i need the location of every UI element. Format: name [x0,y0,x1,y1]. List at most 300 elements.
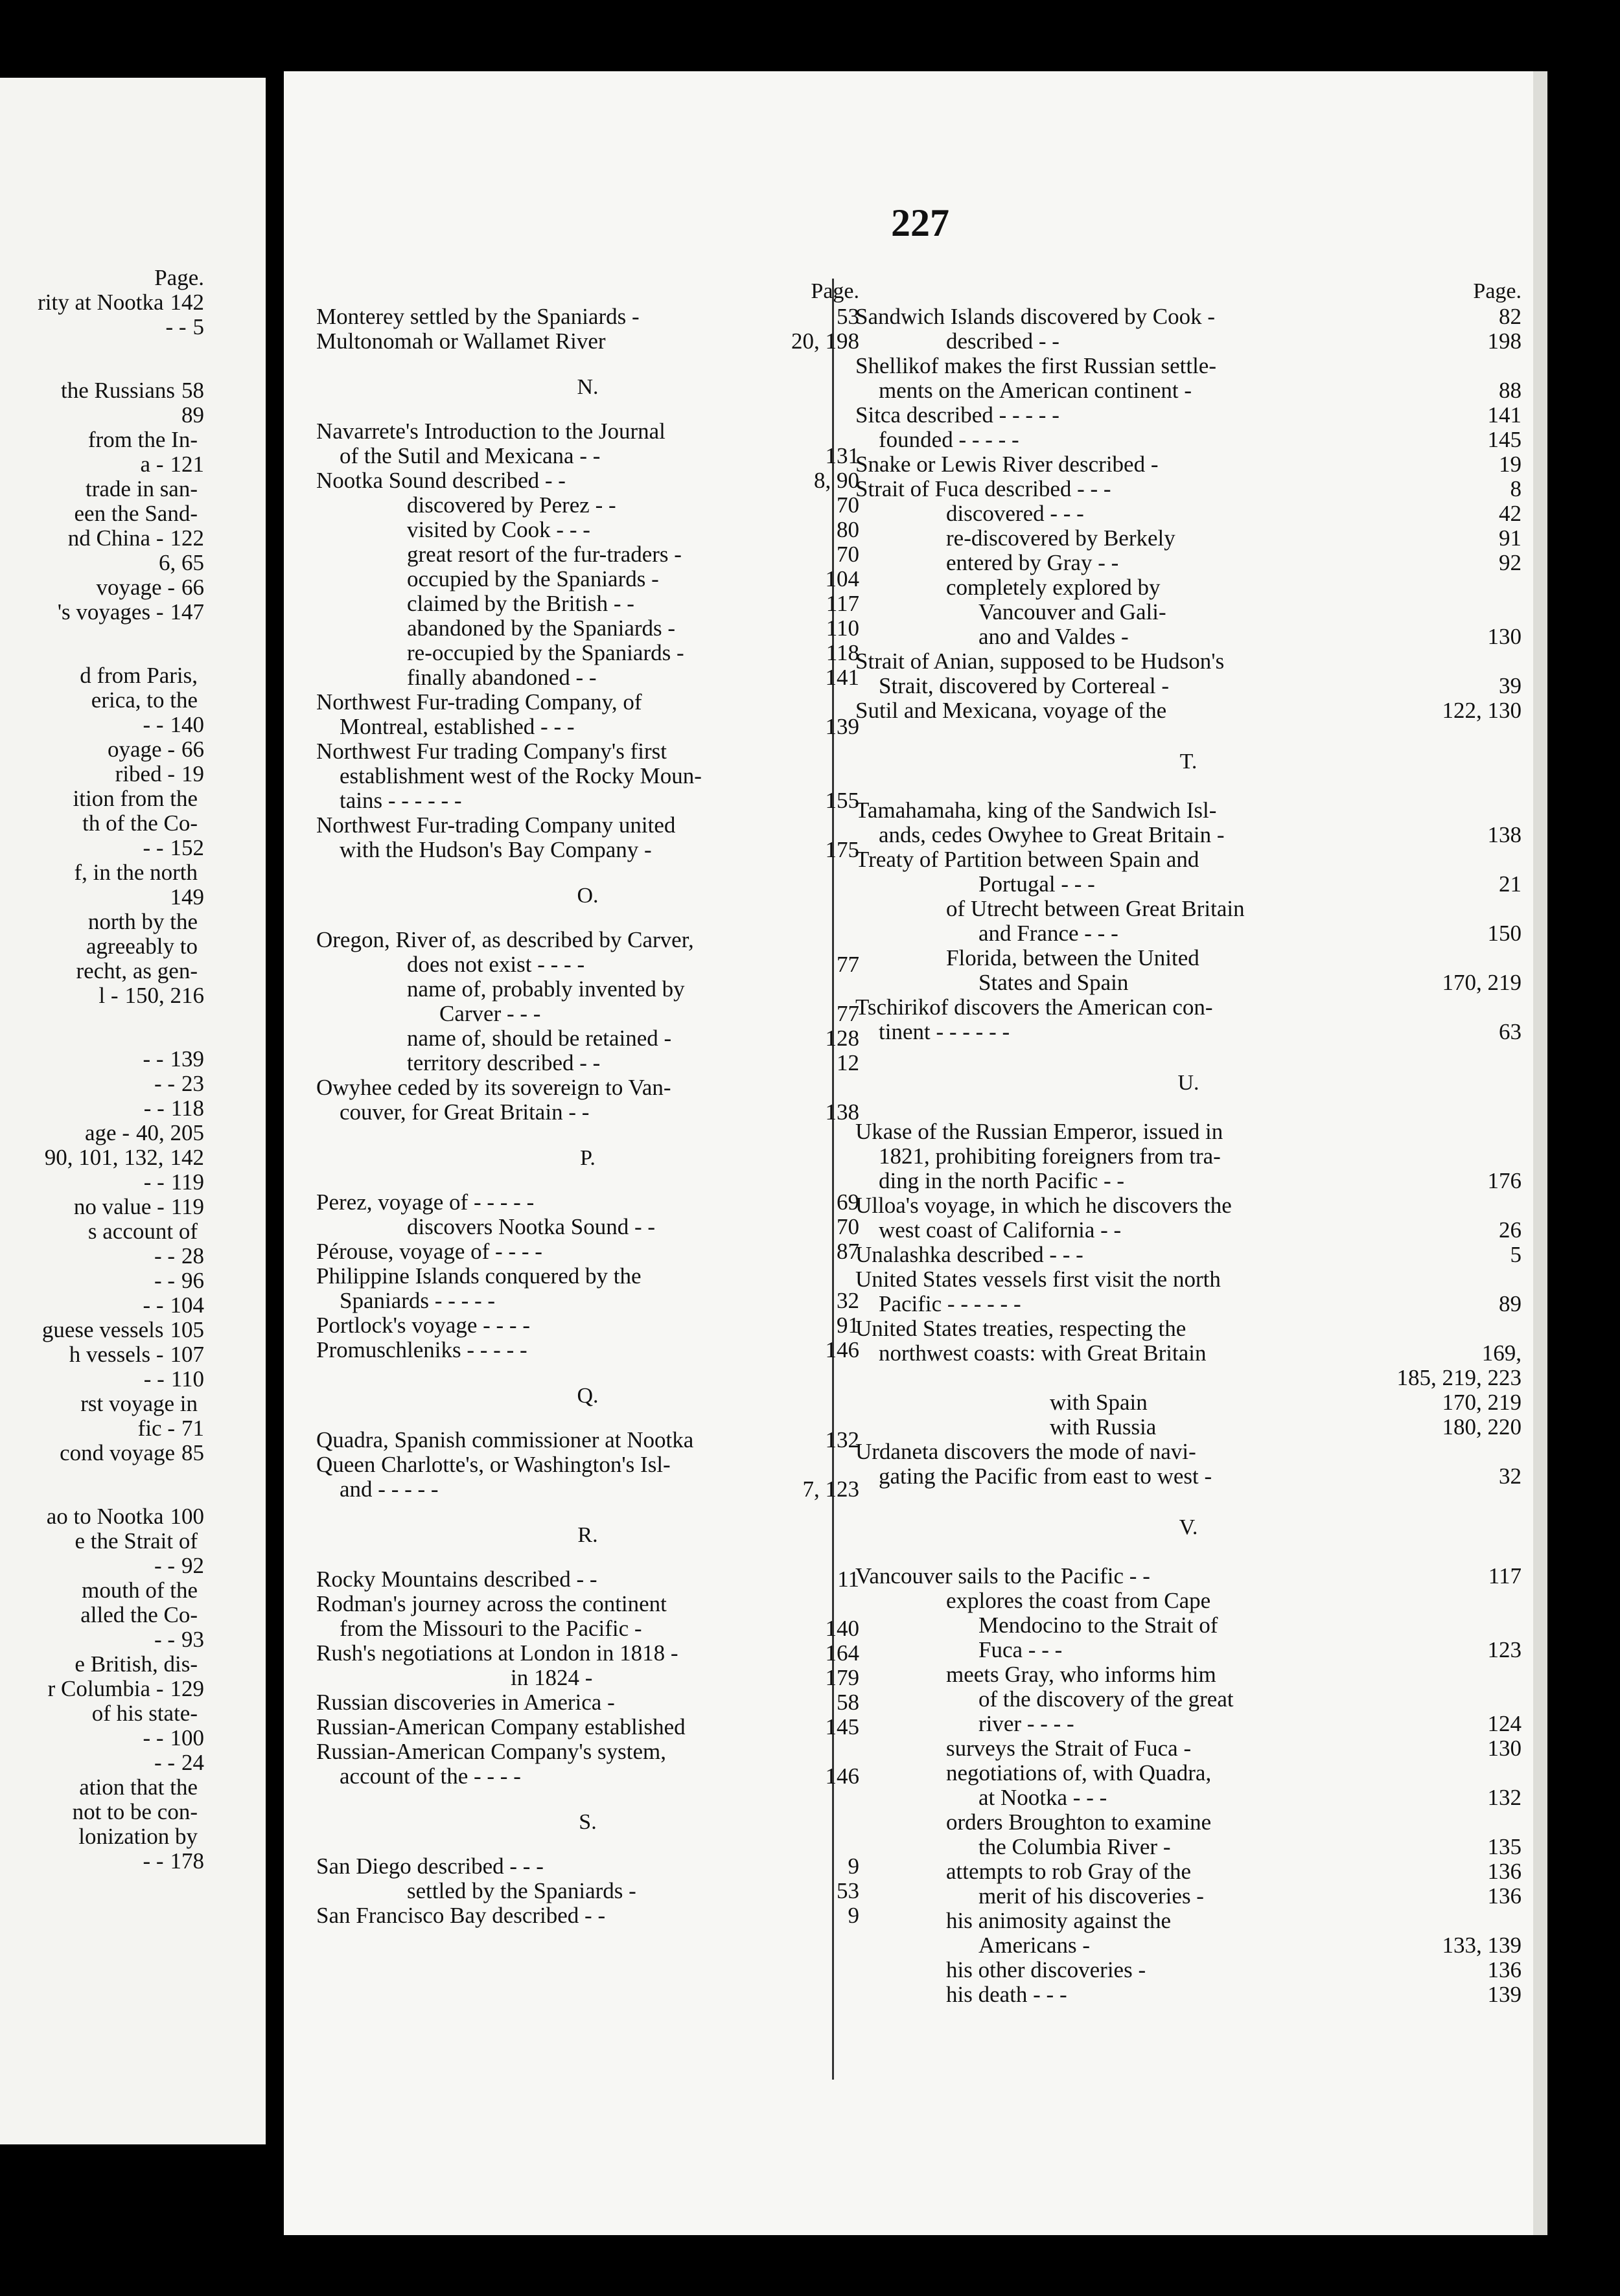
entry-page-ref: 128 [825,1026,859,1051]
entry-text: the Columbia River - [978,1834,1171,1859]
entry-page-ref: 139 [1487,1982,1522,2007]
entry-page-ref: 82 [1499,304,1522,329]
fragment-text: r Columbia - [47,1676,164,1701]
index-entry [855,1390,1522,1415]
entry-page-ref: 32 [1499,1464,1522,1489]
entry-page-ref: 146 [825,1763,859,1789]
entry-text: tains - - - - - - [340,788,462,813]
index-entry [855,452,1522,477]
fragment-page-ref: 105 [170,1317,204,1342]
facing-page-header [0,266,266,290]
section-letter: V. [1179,1515,1198,1539]
section-letter: U. [1177,1071,1199,1095]
entry-text: Urdaneta discovers the mode of navi- [855,1439,1196,1464]
fragment-page-ref: 142 [170,290,204,315]
entry-text: gating the Pacific from east to west - [879,1464,1212,1489]
fragment-page-ref: 85 [181,1440,204,1465]
entry-page-ref: 110 [826,615,859,641]
entry-page-ref: 117 [826,591,859,616]
index-entries-left [316,304,859,1928]
fragment-text: h vessels - [69,1342,164,1367]
entry-text: Strait of Fuca described - - - [855,476,1111,501]
entry-text: completely explored by [946,575,1161,600]
fragment-line [0,663,266,688]
index-entry [855,823,1522,847]
index-page [284,71,1547,2235]
fragment-text: rst voyage in [80,1391,198,1416]
fragment-line [0,910,266,934]
entry-text: Sutil and Mexicana, voyage of the [855,698,1167,723]
index-entry [316,788,859,813]
entry-text: occupied by the Spaniards - [407,566,659,591]
entry-page-ref: 133, 139 [1442,1933,1522,1958]
index-entry [855,1218,1522,1243]
entry-text: Ukase of the Russian Emperor, issued in [855,1119,1223,1144]
fragment-text: - - [143,1366,165,1392]
fragment-text: agreeably to [86,934,198,959]
entry-page-ref: 104 [825,566,859,591]
fragment-text: - - [154,1553,175,1578]
index-entry [855,1933,1522,1958]
fragment-text: - - [143,835,164,860]
index-entry [855,1958,1522,1982]
fragment-line [0,1529,266,1554]
fragment-line [0,737,266,762]
section-letter: Q. [577,1384,599,1408]
entry-text: settled by the Spaniards - [407,1878,636,1903]
entry-text: Florida, between the United [946,945,1199,970]
entry-text: ano and Valdes - [978,624,1129,649]
entry-page-ref: 198 [1487,328,1522,354]
entry-page-ref: 138 [825,1099,859,1125]
index-entry [855,995,1522,1020]
index-entry [316,1215,859,1239]
entry-page-ref: 19 [1499,452,1522,477]
entry-page-ref: 88 [1499,378,1522,403]
entry-text: negotiations of, with Quadra, [946,1760,1212,1785]
fragment-line [0,600,266,625]
entry-text: Northwest Fur-trading Company, of [316,689,642,715]
entry-text: attempts to rob Gray of the [946,1859,1192,1884]
entry-page-ref: 77 [837,1001,859,1026]
entry-page-ref: 117 [1488,1563,1522,1589]
fragment-line [0,1342,266,1367]
fragment-line [0,1121,266,1145]
index-entry [855,1316,1522,1341]
fragment-page-ref: 152 [170,835,204,860]
fragment-page-ref: 40, 205 [136,1120,204,1145]
fragment-text: - - [154,1750,175,1775]
index-entry [316,641,859,665]
entry-text: northwest coasts: with Great Britain [879,1340,1207,1366]
index-entry [855,625,1522,649]
entry-text: merit of his discoveries - [978,1883,1204,1909]
entry-page-ref: 146 [825,1337,859,1362]
fragment-page-ref: 142 [170,1145,204,1170]
entry-text: Strait of Anian, supposed to be Hudson's [855,649,1225,674]
index-entry [316,1616,859,1641]
index-entry [316,304,859,329]
index-entry [316,813,859,838]
fragment-line [0,1145,266,1170]
index-column-left [316,279,859,1928]
entry-text: Rodman's journey across the continent [316,1591,667,1616]
index-entry [855,1884,1522,1909]
entry-text: Monterey settled by the Spaniards - [316,304,640,329]
index-entry [316,665,859,690]
fragment-text: north by the [87,909,198,934]
fragment-text: - - [154,1071,175,1096]
fragment-line [0,1269,266,1293]
entry-text: ands, cedes Owyhee to Great Britain - [879,822,1225,847]
fragment-page-ref: 23 [181,1071,204,1096]
entry-page-ref: 9 [848,1903,859,1928]
fragment-page-ref: 110 [170,1366,204,1392]
index-entry [316,1715,859,1739]
fragment-page-ref: 129 [170,1676,204,1701]
entry-page-ref: 141 [825,665,859,690]
index-entry [855,921,1522,946]
index-entry [316,1764,859,1789]
index-entry [855,1982,1522,2007]
entry-page-ref: 91 [837,1313,859,1338]
entry-text: United States vessels first visit the north [855,1267,1221,1292]
fragment-text: nd China - [67,525,164,551]
entry-text: Treaty of Partition between Spain and [855,847,1199,872]
entry-text: re-occupied by the Spaniards - [407,640,684,665]
fragment-text: th of the Co- [82,810,198,836]
fragment-text: - - [165,314,187,339]
entry-page-ref: 139 [825,714,859,739]
fragment-line [0,836,266,860]
fragment-line [0,551,266,575]
fragment-page-ref: 93 [181,1627,204,1652]
fragment-page-ref: 66 [181,575,204,600]
fragment-line [0,1751,266,1775]
fragment-page-ref: 107 [170,1342,204,1367]
index-entry [855,897,1522,921]
index-entry [316,1075,859,1100]
entry-text: explores the coast from Cape [946,1588,1211,1613]
fragment-text: 's voyages - [57,599,164,625]
fragment-text: erica, to the [91,687,198,713]
fragment-text: alled the Co- [80,1602,198,1627]
entry-text: Portlock's voyage - - - - [316,1313,530,1338]
entry-page-ref: 132 [825,1427,859,1452]
fragment-text: recht, as gen- [76,958,198,983]
entry-page-ref: 58 [837,1690,859,1715]
index-entry [855,1144,1522,1169]
fragment-line [0,452,266,477]
index-entry [316,1264,859,1289]
index-entry [855,1638,1522,1662]
fragment-line [0,1554,266,1578]
index-entry [855,1909,1522,1933]
page-column-label: Page. [811,279,859,303]
fragment-text: - - [143,1046,164,1072]
entry-text: his animosity against the [946,1908,1172,1933]
entry-text: Oregon, River of, as described by Carver, [316,927,694,952]
section-letter: P. [580,1146,596,1170]
entry-text: finally abandoned - - [407,665,597,690]
index-entry [855,600,1522,625]
entry-page-ref: 179 [825,1665,859,1690]
entry-page-ref: 138 [1487,822,1522,847]
fragment-line [0,786,266,811]
index-entry [855,501,1522,526]
entry-text: and - - - - - [340,1476,439,1502]
index-entry [855,1761,1522,1785]
index-entry [316,1239,859,1264]
fragment-page-ref: 100 [170,1725,204,1751]
entry-text: meets Gray, who informs him [946,1662,1216,1687]
entry-text: re-discovered by Berkely [946,525,1175,551]
entry-page-ref: 122, 130 [1442,698,1522,723]
fragment-line [0,1677,266,1701]
entry-text: Multonomah or Wallamet River [316,328,606,354]
fragment-line [0,1603,266,1627]
fragment-line [0,1219,266,1244]
index-entry [855,1589,1522,1613]
fragment-line [0,860,266,885]
index-entry [316,1854,859,1879]
entry-page-ref: 53 [837,1878,859,1903]
fragment-page-ref: 104 [170,1292,204,1318]
fragment-text: - - [143,1725,164,1751]
entry-page-ref: 185, 219, 223 [1396,1365,1522,1390]
entry-text: Russian discoveries in America - [316,1690,615,1715]
index-entry [855,1835,1522,1859]
index-entry [855,477,1522,501]
entry-page-ref: 169, [1481,1340,1522,1366]
entry-text: Ulloa's voyage, in which he discovers the [855,1193,1232,1218]
entry-page-ref: 136 [1487,1957,1522,1982]
entry-text: Unalashka described - - - [855,1242,1083,1267]
entry-page-ref: 140 [825,1616,859,1641]
fragment-text: trade in san- [86,476,198,501]
entry-text: establishment west of the Rocky Moun- [340,763,702,788]
entry-page-ref: 136 [1487,1859,1522,1884]
fragment-text: - - [143,1848,164,1874]
entry-text: described - - [946,328,1059,354]
entry-page-ref: 32 [837,1288,859,1313]
fragment-page-ref: 24 [181,1750,204,1775]
index-entry [855,1341,1522,1366]
entry-text: ding in the north Pacific - - [879,1168,1125,1193]
fragment-line [0,1504,266,1529]
entry-text: San Francisco Bay described - - [316,1903,606,1928]
entry-text: of Utrecht between Great Britain [946,896,1245,921]
entry-text: orders Broughton to examine [946,1809,1212,1835]
entry-text: Strait, discovered by Cortereal - [879,673,1170,698]
index-entry [855,329,1522,354]
entry-text: Rush's negotiations at London in 1818 - [316,1640,678,1666]
index-entry [316,952,859,977]
fragment-line [0,315,266,339]
entry-text: with the Hudson's Bay Company - [340,837,652,862]
fragment-line [0,477,266,501]
index-entry [855,1415,1522,1440]
fragment-line [0,713,266,737]
fragment-line [0,1627,266,1652]
fragment-line [0,1392,266,1416]
facing-page-entries [0,290,266,1874]
entry-page-ref: 39 [1499,673,1522,698]
index-entry [316,468,859,493]
fragment-line [0,1047,266,1072]
section-letter: S. [579,1810,597,1834]
entry-text: San Diego described - - - [316,1854,544,1879]
index-entry [855,403,1522,428]
index-entry [855,1662,1522,1687]
fragment-text: lonization by [78,1824,198,1849]
entry-page-ref: 5 [1510,1242,1522,1267]
fragment-line [0,526,266,551]
entry-text: at Nootka - - - [978,1785,1107,1810]
index-entry [316,1100,859,1125]
fragment-text: oyage - [108,737,175,762]
entry-text: Vancouver and Gali- [978,599,1166,625]
fragment-text: e the Strait of [75,1528,198,1554]
fragment-line [0,885,266,910]
index-entry [316,928,859,952]
entry-page-ref: 132 [1487,1785,1522,1810]
index-entry [855,1564,1522,1589]
entry-page-ref: 170, 219 [1442,1390,1522,1415]
index-entry [316,591,859,616]
index-entry [316,1026,859,1051]
index-entry [855,1712,1522,1736]
index-entry [855,970,1522,995]
entry-text: Americans - [978,1933,1091,1958]
entry-text: couver, for Great Britain - - [340,1099,590,1125]
index-entry [855,1020,1522,1044]
index-entry [855,1859,1522,1884]
entry-page-ref: 131 [825,443,859,468]
fragment-line [0,428,266,452]
entry-page-ref: 91 [1499,525,1522,551]
entry-page-ref: 180, 220 [1442,1414,1522,1440]
index-entry [316,1051,859,1075]
entry-text: Sitca described - - - - - [855,402,1059,428]
fragment-text: ition from the [73,786,198,811]
entry-text: river - - - - [978,1711,1074,1736]
fragment-page-ref: 28 [181,1243,204,1269]
fragment-line [0,959,266,983]
page-number: 227 [891,201,949,244]
index-entry [316,616,859,641]
entry-text: Portugal - - - [978,871,1095,897]
entry-page-ref: 176 [1487,1168,1522,1193]
fragment-text: f, in the north [74,860,198,885]
entry-text: Navarrete's Introduction to the Journal [316,419,665,444]
index-entry [855,428,1522,452]
index-entry [316,567,859,591]
entry-text: entered by Gray - - [946,550,1119,575]
entry-text: discovered - - - [946,501,1084,526]
fragment-page-ref: 119 [170,1194,204,1219]
entry-page-ref: 70 [837,1214,859,1239]
index-entry [316,1428,859,1452]
entry-page-ref: 136 [1487,1883,1522,1909]
index-entry [855,1785,1522,1810]
entry-page-ref: 92 [1499,550,1522,575]
entry-text: Montreal, established - - - [340,714,575,739]
index-entry [855,649,1522,674]
entry-text: discovered by Perez - - [407,492,616,518]
fragment-page-ref: 100 [170,1504,204,1529]
entry-text: United States treaties, respecting the [855,1316,1186,1341]
index-entry [855,1193,1522,1218]
fragment-line [0,762,266,786]
entry-page-ref: 80 [837,517,859,542]
fragment-page-ref: 89 [181,402,204,428]
section-letter: O. [577,884,599,908]
entry-page-ref: 130 [1487,1736,1522,1761]
fragment-page-ref: 139 [170,1046,204,1072]
index-entry [316,1690,859,1715]
entry-text: tinent - - - - - - [879,1019,1010,1044]
fragment-text: d from Paris, [80,663,198,688]
fragment-line [0,290,266,315]
fragment-page-ref: 92 [181,1553,204,1578]
fragment-text: voyage - [96,575,175,600]
index-entry [855,1440,1522,1464]
index-entry [855,698,1522,723]
fragment-page-ref: 119 [170,1169,204,1195]
entry-page-ref: 141 [1487,402,1522,428]
index-entry [316,1903,859,1928]
index-entry [855,1267,1522,1292]
fragment-page-ref: 6, 65 [159,550,204,575]
index-entry [316,1452,859,1477]
index-entry [316,1641,859,1666]
index-entry [316,1592,859,1616]
fragment-text: fic - [137,1416,175,1441]
fragment-line [0,1775,266,1800]
entry-page-ref: 9 [848,1854,859,1879]
index-entry [316,1313,859,1338]
entry-text: States and Spain [978,970,1129,995]
entry-page-ref: 63 [1499,1019,1522,1044]
index-entry [855,847,1522,872]
entry-text: founded - - - - - [879,427,1019,452]
entry-text: Philippine Islands conquered by the [316,1263,642,1289]
fragment-text: een the Sand- [74,501,198,526]
fragment-page-ref: 71 [181,1416,204,1441]
fragment-line [0,378,266,403]
index-entry [855,872,1522,897]
entry-page-ref: 124 [1487,1711,1522,1736]
entry-page-ref: 21 [1499,871,1522,897]
index-entry [316,977,859,1002]
fragment-line [0,1800,266,1824]
entry-text: Mendocino to the Strait of [978,1613,1218,1638]
index-entry [316,1477,859,1502]
entry-page-ref: 89 [1499,1291,1522,1316]
entry-text: territory described - - [407,1050,601,1075]
index-entry [316,764,859,788]
fragment-text: - - [143,1169,165,1195]
entry-text: west coast of California - - [879,1217,1122,1243]
index-entry [316,542,859,567]
entry-page-ref: 145 [825,1714,859,1739]
entry-text: Queen Charlotte's, or Washington's Isl- [316,1452,671,1477]
fragment-text: ation that the [79,1774,198,1800]
entry-text: 1821, prohibiting foreigners from tra- [879,1143,1221,1169]
fragment-page-ref: 5 [192,314,204,339]
index-entry [316,329,859,354]
